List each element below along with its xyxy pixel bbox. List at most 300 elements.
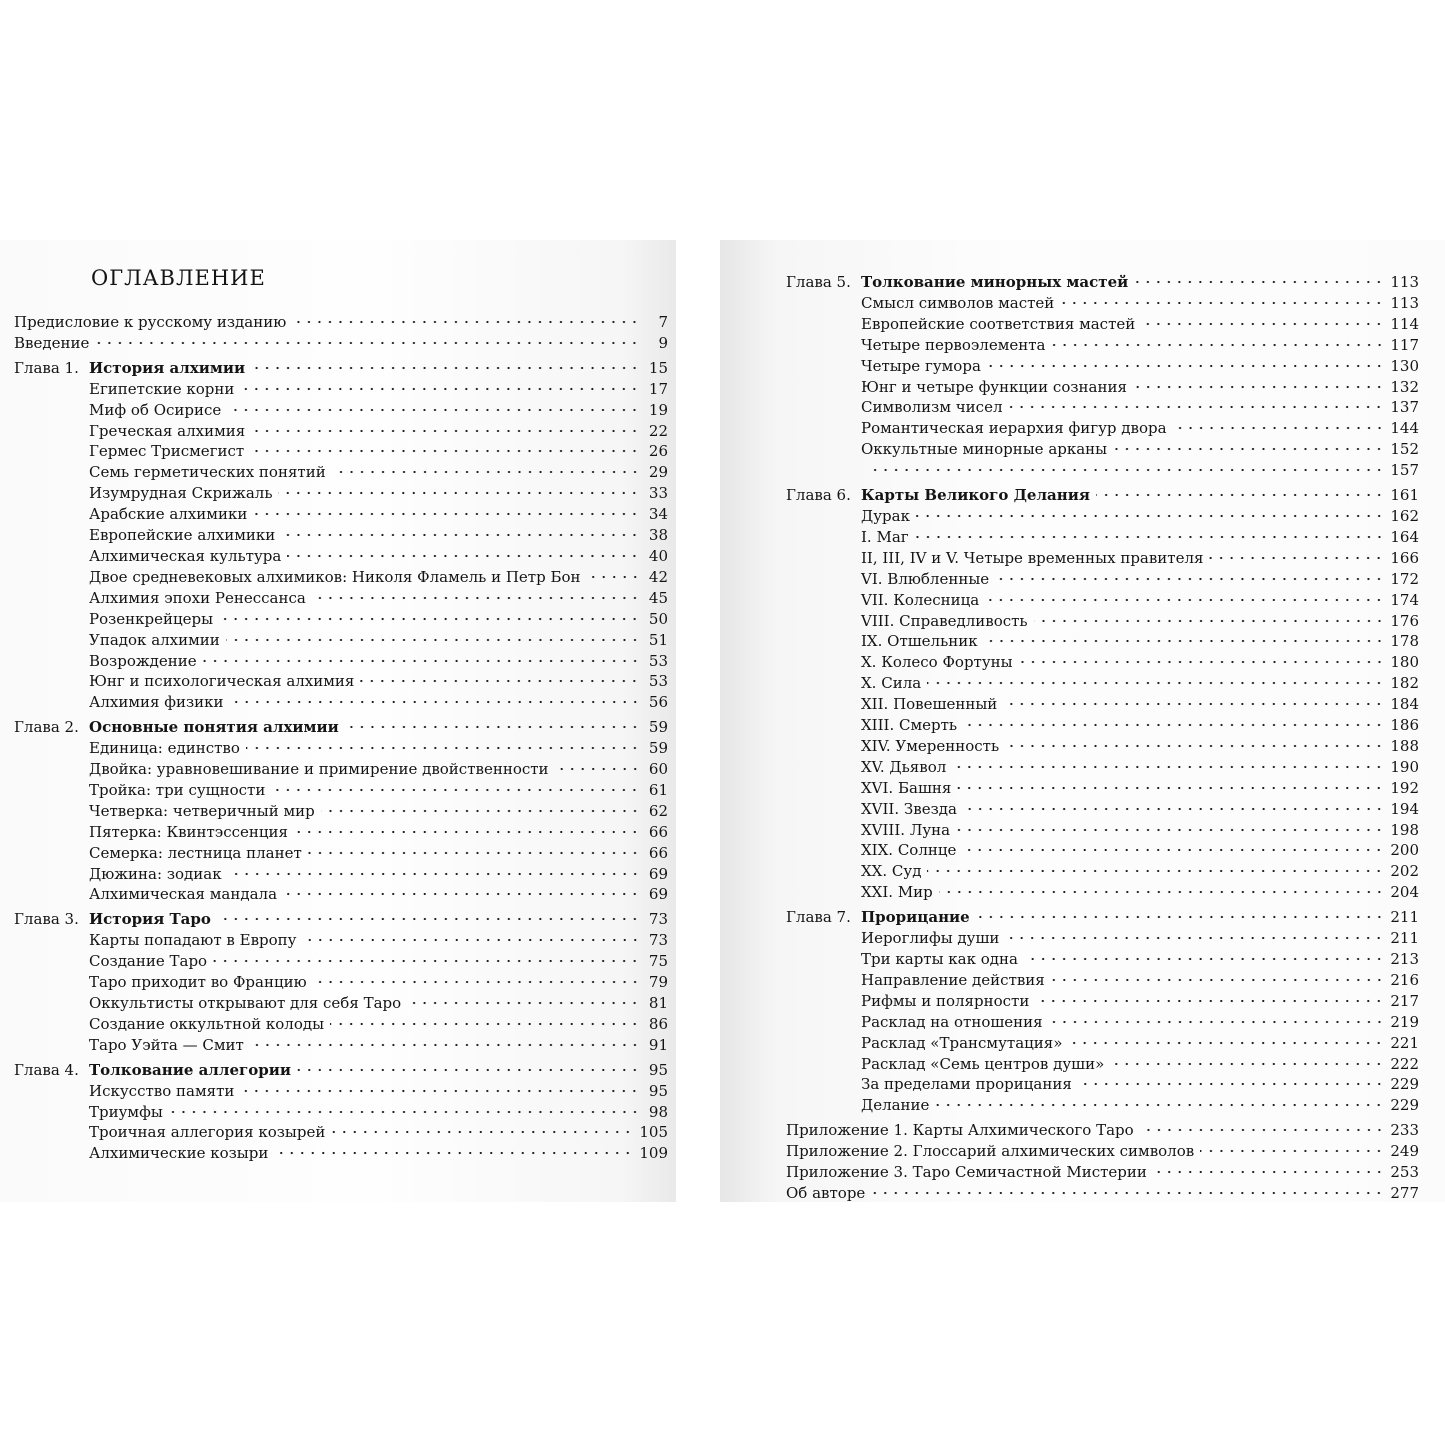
dot-leader (1113, 447, 1384, 451)
dot-leader (274, 1151, 633, 1155)
dot-leader (407, 1001, 640, 1005)
right-page (720, 240, 1445, 1202)
dot-leader (312, 596, 640, 600)
dot-leader (281, 533, 640, 537)
entry-title: Смысл символов мастей (861, 293, 1055, 312)
page-number: 26 (648, 442, 668, 461)
dot-leader (1052, 343, 1385, 347)
page-number: 202 (1390, 862, 1419, 881)
page-number: 180 (1390, 653, 1419, 672)
dot-leader (331, 1130, 633, 1134)
entry-title: Алхимическая мандала (89, 885, 278, 904)
page-number: 190 (1390, 757, 1419, 776)
dot-leader (1173, 426, 1385, 430)
page-number: 62 (648, 801, 668, 820)
entry-title: Семь герметических понятий (89, 463, 326, 482)
toc-entry-row[interactable] (14, 588, 668, 609)
entry-title: Семерка: лестница планет (89, 843, 302, 862)
toc-entry-row[interactable] (786, 590, 1419, 611)
toc-entry-row[interactable] (14, 930, 668, 951)
dot-leader (1141, 322, 1384, 326)
entry-title: Арабские алхимики (89, 505, 248, 524)
dot-leader (952, 765, 1384, 769)
chapter-title: Толкование аллегории (89, 1060, 291, 1079)
toc-chapter-row[interactable] (786, 485, 1419, 506)
page-number: 69 (648, 885, 668, 904)
page-number: 81 (648, 994, 668, 1012)
toc-entry-row[interactable] (14, 525, 668, 546)
entry-title: Розенкрейцеры (89, 609, 214, 628)
entry-title: XVI. Башня (861, 778, 952, 797)
dot-leader (1035, 999, 1384, 1003)
page-number: 152 (1390, 440, 1419, 459)
toc-entry-row[interactable] (14, 441, 668, 462)
toc-entry-row[interactable] (14, 951, 668, 972)
toc-entry-row[interactable] (14, 379, 668, 400)
toc-entry-row[interactable] (14, 546, 668, 567)
page-number: 219 (1390, 1012, 1419, 1031)
toc-entry-row[interactable] (14, 1081, 668, 1102)
toc-entry-row[interactable] (786, 548, 1419, 569)
toc-entry-row[interactable] (786, 1095, 1419, 1116)
entry-title: VII. Колесница (861, 590, 980, 609)
dot-leader (246, 746, 640, 750)
page-number: 233 (1390, 1121, 1419, 1140)
toc-entry-row[interactable] (786, 736, 1419, 757)
dot-leader (217, 917, 640, 921)
dot-leader (995, 577, 1384, 581)
toc-entry-row[interactable] (786, 799, 1419, 820)
dot-leader (1078, 1082, 1385, 1086)
page-number: 9 (658, 333, 668, 352)
dot-leader (963, 723, 1384, 727)
toc-entry-row[interactable] (14, 864, 668, 885)
toc-chapter-row[interactable] (786, 272, 1419, 293)
entry-title: IX. Отшельник (861, 632, 978, 651)
dot-leader (213, 959, 640, 963)
page-number: 216 (1390, 970, 1419, 989)
toc-entry-row[interactable] (786, 820, 1419, 841)
entry-title: Иероглифы души (861, 929, 1000, 948)
toc-entry-row[interactable] (786, 418, 1419, 439)
chapter-title: Толкование минорных мастей (861, 273, 1129, 291)
toc-entry-row[interactable] (786, 631, 1419, 652)
dot-leader (963, 807, 1384, 811)
page-number: 66 (648, 843, 668, 862)
toc-entry-row[interactable] (786, 506, 1419, 527)
entry-title: Карты попадают в Европу (89, 931, 297, 950)
dot-leader (916, 514, 1384, 518)
page-number: 174 (1390, 590, 1419, 609)
dot-leader (1110, 1062, 1384, 1066)
page-number: 33 (648, 484, 668, 503)
page-number: 15 (648, 358, 668, 377)
entry-title: X. Колесо Фортуны (861, 653, 1013, 672)
page-number: 53 (648, 672, 668, 691)
dot-leader (1134, 280, 1384, 284)
dot-leader (555, 767, 640, 771)
page-number: 162 (1390, 506, 1419, 525)
entry-title: Четверка: четверичный мир (89, 801, 315, 820)
page-number: 50 (648, 609, 668, 628)
page-number: 182 (1390, 674, 1419, 693)
toc-entry-row[interactable] (14, 504, 668, 525)
toc-entry-row[interactable] (786, 673, 1419, 694)
page-number: 144 (1390, 419, 1419, 438)
entry-title: Оккультисты открывают для себя Таро (89, 994, 402, 1012)
dot-leader (297, 1068, 640, 1072)
toc-section-row[interactable] (14, 333, 668, 354)
page-number: 200 (1390, 841, 1419, 860)
toc-chapter-row[interactable] (14, 717, 668, 738)
dot-leader (1005, 936, 1384, 940)
dot-leader (1200, 1149, 1384, 1153)
dot-leader (345, 725, 640, 729)
toc-entry-row[interactable] (786, 757, 1419, 778)
toc-entry-row[interactable] (786, 928, 1419, 949)
dot-leader (915, 535, 1385, 539)
page-number: 176 (1390, 611, 1419, 630)
page-number: 34 (648, 505, 668, 524)
entry-title: Пятерка: Квинтэссенция (89, 822, 288, 841)
page-number: 178 (1390, 632, 1419, 651)
toc-entry-row[interactable] (786, 611, 1419, 632)
toc-entry-row[interactable] (786, 778, 1419, 799)
dot-leader (219, 617, 640, 621)
toc-right (786, 272, 1419, 1204)
entry-title: Дюжина: зодиак (89, 864, 222, 883)
entry-title: Расклад «Трансмутация» (861, 1033, 1063, 1052)
toc-section-row[interactable] (786, 1183, 1419, 1204)
page-number: 73 (648, 910, 668, 929)
entry-title: Приложение 3. Таро Семичастной Мистерии (786, 1163, 1147, 1182)
toc-entry-row[interactable] (786, 1054, 1419, 1075)
page-number: 211 (1390, 908, 1419, 927)
page-number: 117 (1390, 335, 1419, 354)
entry-title: Искусство памяти (89, 1081, 235, 1100)
page-number: 59 (648, 739, 668, 758)
page-number: 38 (648, 526, 668, 545)
dot-leader (303, 938, 641, 942)
dot-leader (330, 1022, 640, 1026)
toc-entry-row[interactable] (786, 840, 1419, 861)
page-number: 7 (658, 313, 668, 331)
entry-title: Египетские корни (89, 379, 235, 398)
page-number: 105 (639, 1123, 668, 1142)
dot-leader (278, 491, 640, 495)
toc-entry-row[interactable] (786, 293, 1419, 314)
page-number: 29 (648, 463, 668, 482)
entry-title: Таро Уэйта — Смит (89, 1035, 244, 1054)
entry-title: Единица: единство (89, 739, 240, 758)
toc-section-row[interactable] (786, 1162, 1419, 1183)
toc-entry-row[interactable] (14, 1035, 668, 1056)
dot-leader (294, 830, 640, 834)
page-number: 73 (648, 931, 668, 950)
toc-entry-row[interactable] (14, 421, 668, 442)
entry-title: Расклад «Семь центров души» (861, 1054, 1105, 1073)
dot-leader (1005, 744, 1384, 748)
entry-title: Предисловие к русскому изданию (14, 313, 287, 331)
toc-entry-row[interactable] (14, 400, 668, 421)
toc-section-row[interactable] (14, 312, 668, 333)
entry-title: Упадок алхимии (89, 630, 220, 649)
page-number: 204 (1390, 883, 1419, 902)
dot-leader (251, 429, 640, 433)
page-number: 157 (1390, 461, 1419, 480)
page-number: 59 (648, 718, 668, 737)
page-number: 22 (648, 421, 668, 440)
dot-leader (240, 387, 640, 391)
chapter-label: Глава 5. (786, 273, 851, 291)
chapter-title: История алхимии (89, 358, 246, 377)
entry-title: VI. Влюбленные (861, 569, 990, 588)
dot-leader (253, 512, 640, 516)
dot-leader (292, 320, 640, 324)
toc-entry-row[interactable] (786, 991, 1419, 1012)
toc-entry-row[interactable] (786, 569, 1419, 590)
page-number: 45 (648, 588, 668, 607)
toc-entry-row[interactable] (14, 993, 668, 1014)
page-number: 69 (648, 864, 668, 883)
toc-section-row[interactable] (786, 1141, 1419, 1162)
entry-title: Три карты как одна (861, 950, 1018, 968)
entry-title: Алхимические козыри (89, 1144, 269, 1163)
entry-title: Создание Таро (89, 952, 208, 971)
page-number: 253 (1390, 1163, 1419, 1182)
entry-title: Тройка: три сущности (89, 780, 266, 799)
toc-entry-row[interactable] (786, 715, 1419, 736)
entry-title: Изумрудная Скрижаль (89, 484, 273, 503)
page-number: 42 (648, 567, 668, 586)
page-number: 86 (648, 1014, 668, 1033)
entry-title: Юнг и психологическая алхимия (89, 672, 355, 691)
dot-leader (95, 341, 640, 345)
entry-title: XV. Дьявол (861, 757, 947, 776)
entry-title: Греческая алхимия (89, 421, 246, 440)
entry-title: Троичная аллегория козырей (89, 1123, 326, 1142)
toc-entry-row[interactable] (786, 1033, 1419, 1054)
toc-entry-row[interactable] (14, 843, 668, 864)
entry-title: Романтическая иерархия фигур двора (861, 419, 1167, 438)
entry-title: За пределами прорицания (861, 1075, 1072, 1094)
page-number: 130 (1390, 356, 1419, 375)
toc-entry-row[interactable] (786, 377, 1419, 398)
toc-entry-row[interactable] (786, 397, 1419, 418)
toc-entry-row[interactable] (14, 1014, 668, 1035)
toc-chapter-row[interactable] (14, 358, 668, 379)
entry-title: Европейские алхимики (89, 526, 276, 545)
toc-entry-row[interactable] (14, 671, 668, 692)
toc-chapter-row[interactable] (786, 907, 1419, 928)
toc-entry-row[interactable] (14, 630, 668, 651)
page-number: 198 (1390, 820, 1419, 839)
toc-entry-row[interactable] (786, 356, 1419, 377)
entry-title: Дурак (861, 506, 910, 525)
dot-leader (985, 598, 1384, 602)
entry-title: Оккультные минорные арканы (861, 440, 1108, 459)
dot-leader (251, 366, 640, 370)
dot-leader (313, 980, 640, 984)
entry-title: Четыре первоэлемента (861, 335, 1046, 354)
dot-leader (271, 788, 640, 792)
page-number: 53 (648, 651, 668, 670)
chapter-label: Глава 6. (786, 486, 851, 505)
toc-entry-row[interactable] (14, 609, 668, 630)
toc-entry-row[interactable] (14, 1102, 668, 1123)
toc-entry-row[interactable] (14, 822, 668, 843)
entry-title: XIV. Умеренность (861, 736, 1000, 755)
entry-title: Приложение 1. Карты Алхимического Таро (786, 1121, 1134, 1140)
toc-entry-row[interactable] (786, 694, 1419, 715)
page-number: 194 (1390, 799, 1419, 818)
page-number: 221 (1390, 1033, 1419, 1052)
entry-title: Символизм чисел (861, 398, 1003, 417)
toc-entry-row[interactable] (786, 439, 1419, 460)
page-number: 91 (648, 1035, 668, 1054)
chapter-label: Глава 4. (14, 1060, 79, 1079)
page-number: 166 (1390, 548, 1419, 567)
toc-entry-row[interactable] (14, 759, 668, 780)
dot-leader (956, 828, 1384, 832)
dot-leader (1209, 556, 1384, 560)
toc-section-row[interactable] (786, 1120, 1419, 1141)
dot-leader (935, 1103, 1384, 1107)
page-number: 164 (1390, 527, 1419, 546)
toc-entry-row[interactable] (14, 972, 668, 993)
toc-chapter-row[interactable] (14, 1060, 668, 1081)
page-number: 229 (1390, 1075, 1419, 1094)
toc-entry-row[interactable] (786, 652, 1419, 673)
dot-leader (321, 809, 640, 813)
dot-leader (1096, 493, 1384, 497)
page-number: 66 (648, 822, 668, 841)
entry-title: I. Маг (861, 527, 909, 546)
toc-entry-row[interactable] (786, 1074, 1419, 1095)
toc-entry-row[interactable] (786, 527, 1419, 548)
toc-entry-row[interactable] (14, 1143, 668, 1164)
toc-entry-row[interactable] (14, 692, 668, 713)
dot-leader (1024, 957, 1384, 961)
dot-leader (230, 700, 640, 704)
toc-entry-row[interactable] (14, 651, 668, 672)
toc-entry-row[interactable] (786, 460, 1419, 481)
dot-leader (587, 575, 640, 579)
dot-leader (203, 659, 640, 663)
chapter-title: Карты Великого Делания (861, 486, 1090, 505)
dot-leader (283, 892, 640, 896)
toc-entry-row[interactable] (14, 1122, 668, 1143)
entry-title: XVII. Звезда (861, 799, 957, 818)
left-page (0, 240, 676, 1202)
dot-leader (987, 364, 1384, 368)
toc-entry-row[interactable] (786, 1012, 1419, 1033)
toc-entry-row[interactable] (786, 970, 1419, 991)
entry-title: Двое средневековых алхимиков: Николя Фламель и Петр Бон (89, 567, 581, 586)
page-number: 172 (1390, 569, 1419, 588)
toc-entry-row[interactable] (786, 861, 1419, 882)
dot-leader (962, 848, 1384, 852)
entry-title: Алхимия эпохи Ренессанса (89, 588, 306, 607)
page-number: 61 (648, 780, 668, 799)
entry-title: XXI. Мир (861, 883, 933, 902)
toc-entry-row[interactable] (14, 884, 668, 905)
toc-entry-row[interactable] (14, 738, 668, 759)
dot-leader (332, 470, 640, 474)
entry-title: Расклад на отношения (861, 1012, 1043, 1031)
entry-title: Об авторе (786, 1183, 866, 1202)
entry-title: VIII. Справедливость (861, 611, 1028, 630)
chapter-label: Глава 1. (14, 358, 79, 377)
entry-title: Создание оккультной колоды (89, 1014, 325, 1033)
toc-entry-row[interactable] (786, 314, 1419, 335)
dot-leader (1051, 978, 1385, 982)
page-number: 277 (1390, 1183, 1419, 1202)
page-number: 217 (1390, 991, 1419, 1010)
dot-leader (1049, 1020, 1385, 1024)
page-number: 229 (1390, 1096, 1419, 1115)
entry-title: Рифмы и полярности (861, 991, 1030, 1010)
page-number: 113 (1390, 293, 1419, 312)
page-number: 211 (1390, 929, 1419, 948)
dot-leader (250, 449, 640, 453)
toc-entry-row[interactable] (786, 949, 1419, 970)
chapter-title: История Таро (89, 910, 211, 929)
toc-entry-row[interactable] (14, 483, 668, 504)
dot-leader (939, 890, 1385, 894)
toc-entry-row[interactable] (14, 567, 668, 588)
dot-leader (287, 554, 640, 558)
entry-title: Двойка: уравновешивание и примирение двойственности (89, 760, 549, 779)
dot-leader (228, 872, 640, 876)
dot-leader (1133, 385, 1384, 389)
page-title: ОГЛАВЛЕНИЕ (91, 266, 266, 290)
dot-leader (867, 468, 1384, 472)
page-number: 95 (648, 1060, 668, 1079)
chapter-title: Прорицание (861, 908, 970, 927)
page-number: 17 (648, 379, 668, 398)
page-number: 192 (1390, 778, 1419, 797)
page-number: 51 (648, 630, 668, 649)
page-number: 161 (1390, 486, 1419, 505)
dot-leader (1140, 1128, 1385, 1132)
chapter-label: Глава 3. (14, 910, 79, 929)
toc-entry-row[interactable] (786, 335, 1419, 356)
chapter-label: Глава 7. (786, 908, 851, 927)
entry-title: X. Сила (861, 674, 922, 693)
toc-entry-row[interactable] (14, 462, 668, 483)
entry-title: Триумфы (89, 1102, 163, 1121)
entry-title: XVIII. Луна (861, 820, 951, 839)
entry-title: XII. Повешенный (861, 695, 998, 714)
page-number: 56 (648, 693, 668, 712)
toc-entry-row[interactable] (14, 801, 668, 822)
entry-title: Гермес Трисмегист (89, 442, 245, 461)
page-number: 98 (648, 1102, 668, 1121)
page-number: 249 (1390, 1142, 1419, 1161)
toc-chapter-row[interactable] (14, 909, 668, 930)
toc-entry-row[interactable] (14, 780, 668, 801)
entry-title: Делание (861, 1096, 930, 1115)
entry-title: Алхимическая культура (89, 546, 282, 565)
dot-leader (1019, 660, 1385, 664)
page-number: 109 (639, 1144, 668, 1163)
toc-entry-row[interactable] (786, 882, 1419, 903)
entry-title: Приложение 2. Глоссарий алхимических символов (786, 1142, 1195, 1161)
entry-title: Четыре гумора (861, 356, 981, 375)
entry-title: Алхимия физики (89, 693, 224, 712)
dot-leader (1060, 301, 1384, 305)
